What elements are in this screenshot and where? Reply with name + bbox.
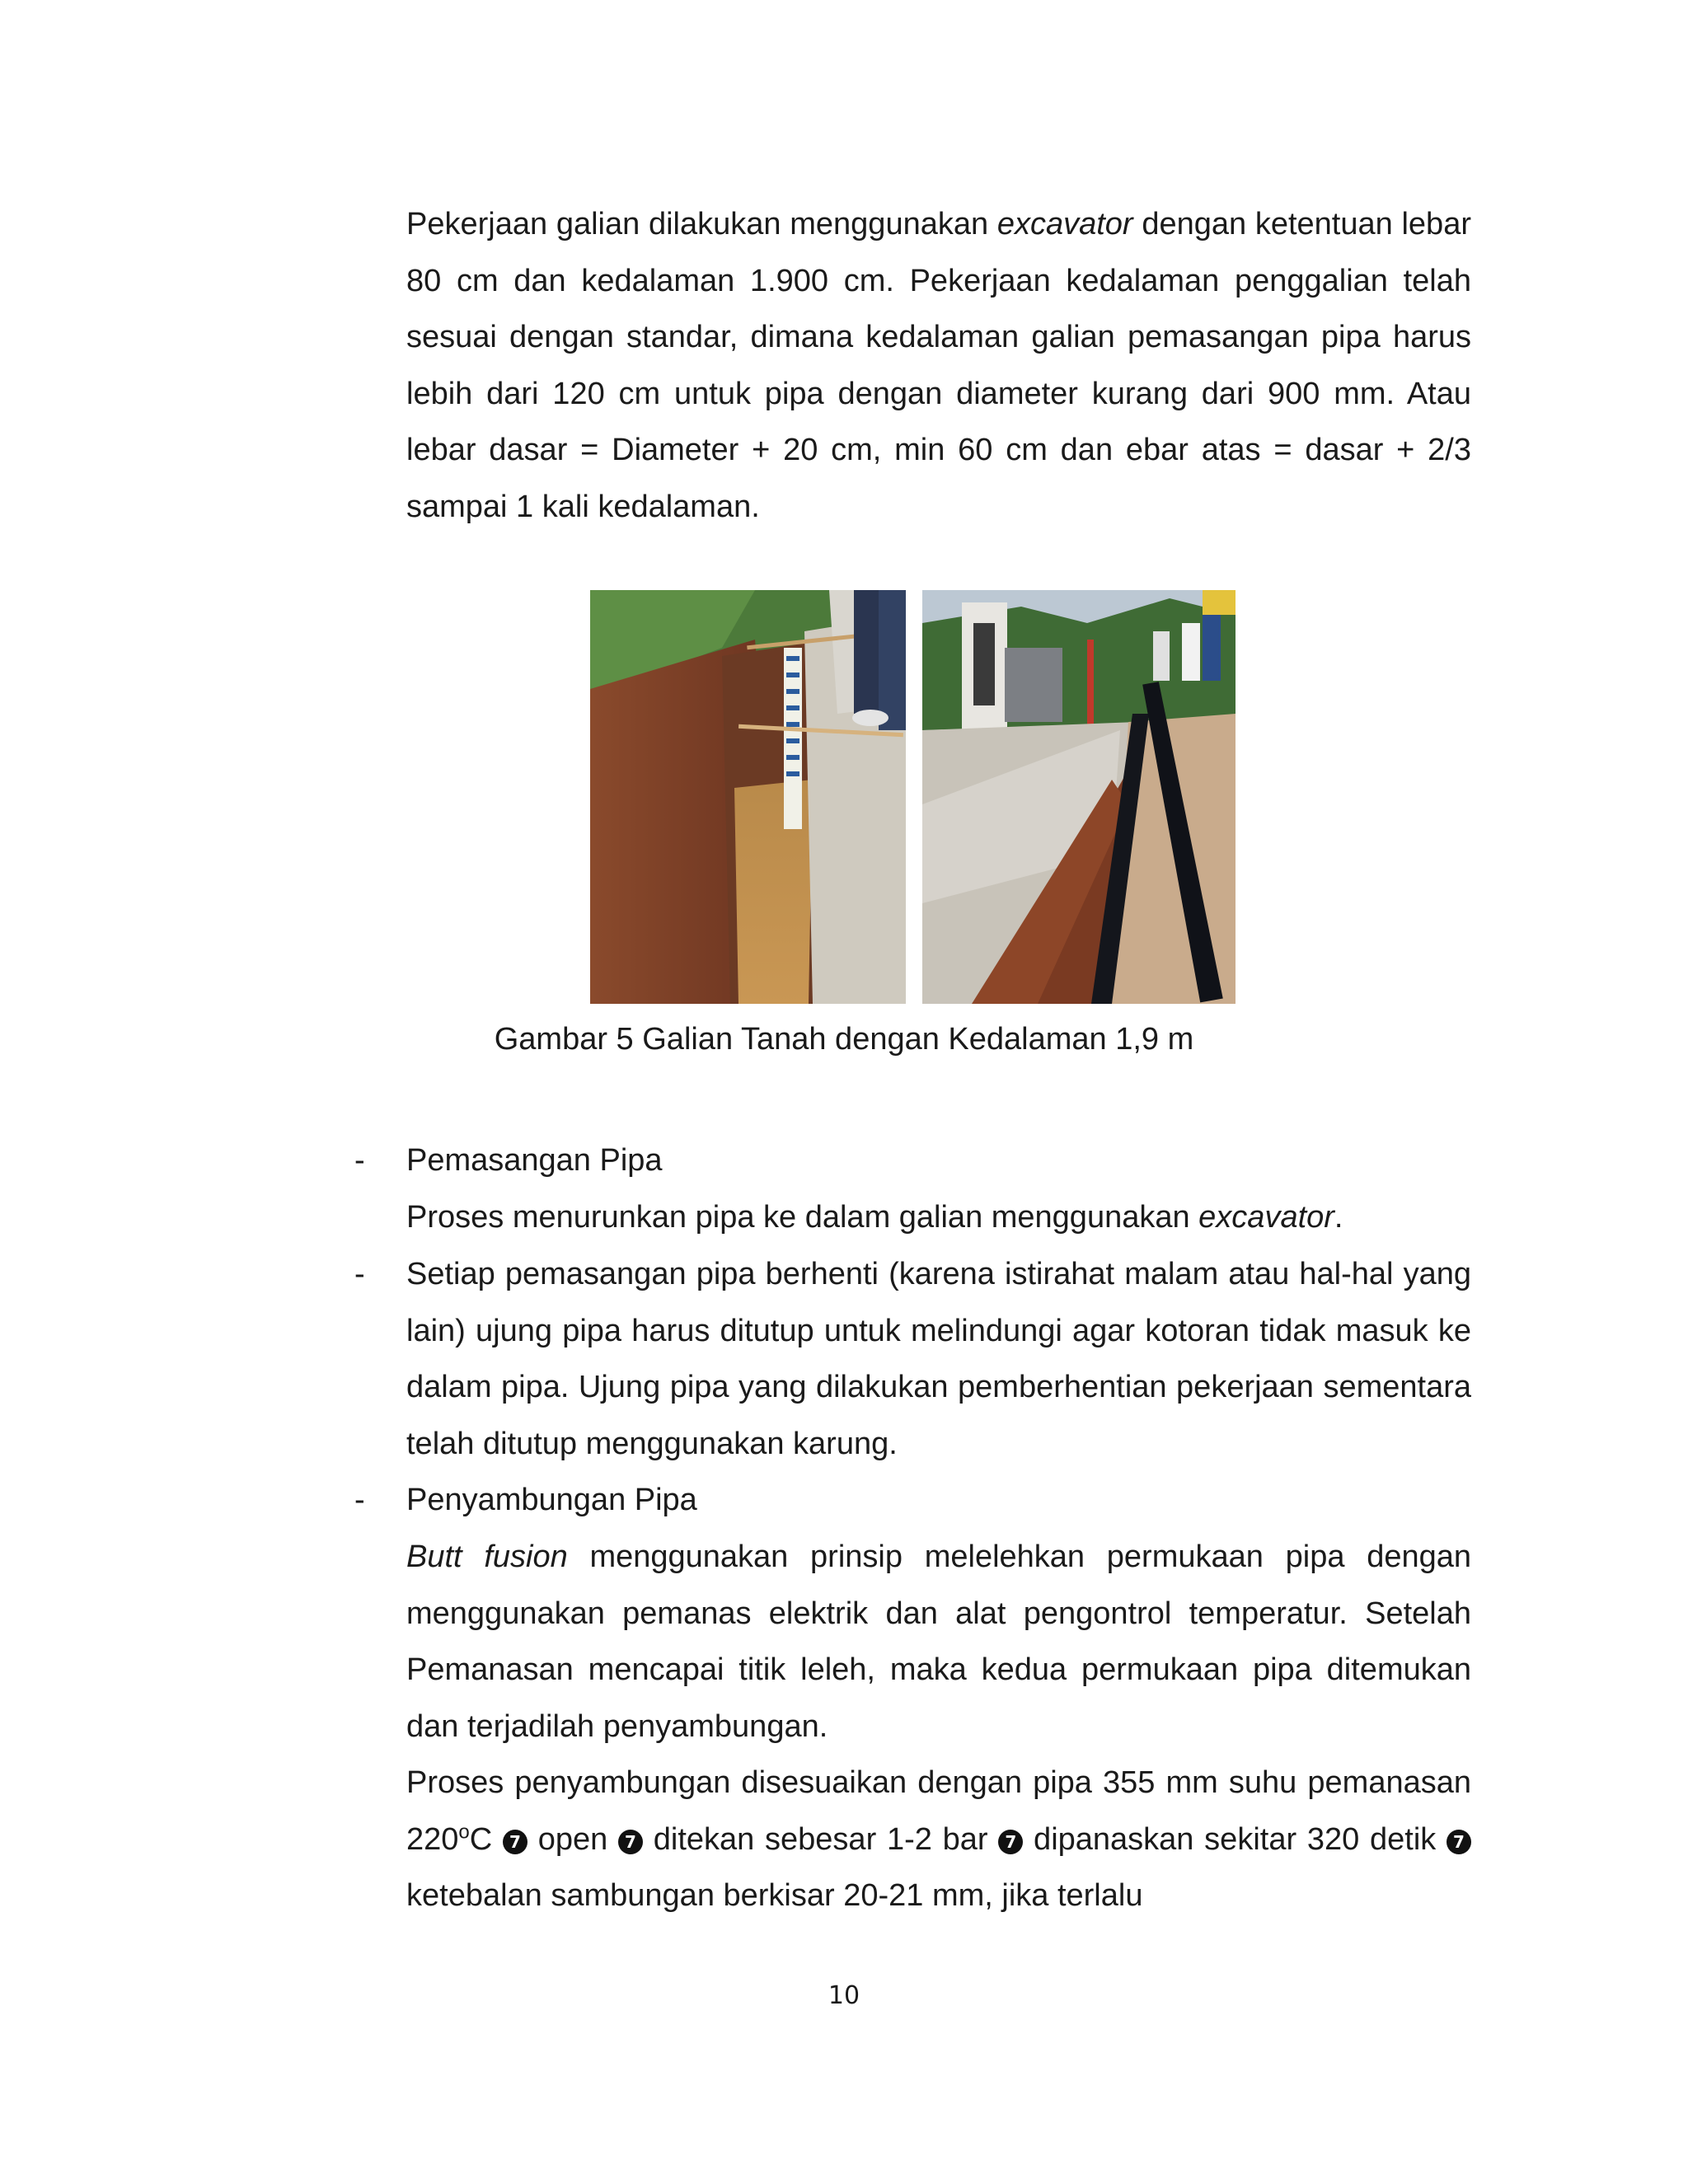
step-marker-icon: 7 [503, 1830, 528, 1854]
process-text: C [469, 1821, 503, 1857]
process-text: ketebalan sambungan berkisar 20-21 mm, jika terlalu [406, 1878, 1143, 1913]
list-bullet: - [354, 1143, 365, 1178]
intro-text: Pekerjaan galian dilakukan menggunakan [406, 207, 997, 241]
list-bullet: - [354, 1257, 365, 1291]
process-text: open [527, 1821, 618, 1857]
intro-paragraph [406, 196, 1471, 535]
process-text: Proses penyambungan disesuaikan dengan pipa 355 mm suhu pemanasan 220 [406, 1765, 1471, 1857]
intro-italic: excavator [996, 207, 1133, 241]
page-number: 10 [828, 1981, 860, 2010]
pipe-laying-photo [922, 590, 1236, 1004]
item3-text: menggunakan prinsip melelehkan permukaan pipa dengan menggunakan pemanas elektrik dan alat pengontrol temperatur. Setelah Pemanasan mencapai titik leleh, maka kedua permukaan pipa ditemukan dan terjadilah penyambungan. [406, 1540, 1471, 1744]
list-item-body: Setiap pemasangan pipa berhenti (karena istirahat malam atau hal-hal yang lain) ujung pipa harus ditutup untuk melindungi agar kotoran tidak masuk ke dalam pipa. Ujung pipa yang dilakukan pemberhentian pekerjaan sementara telah ditutup menggunakan karung. [406, 1257, 1471, 1461]
list-item-title: Pemasangan Pipa [406, 1143, 663, 1178]
trench-depth-photo [590, 590, 906, 1004]
list-item-paragraph [406, 1755, 1471, 1924]
figure-caption: Gambar 5 Galian Tanah dengan Kedalaman 1,9 m [494, 1022, 1194, 1057]
item1-period: . [1334, 1200, 1343, 1235]
process-text: ditekan sebesar 1-2 bar [643, 1821, 999, 1857]
item1-text: Proses menurunkan pipa ke dalam galian menggunakan [406, 1200, 1199, 1235]
degree-sup: o [458, 1820, 470, 1843]
figure-photos [590, 590, 1236, 1004]
list-item-title: Penyambungan Pipa [406, 1483, 697, 1517]
step-marker-icon: 7 [1447, 1830, 1471, 1854]
list-bullet: - [354, 1483, 365, 1517]
process-text: dipanaskan sekitar 320 detik [1023, 1821, 1447, 1857]
list-item-body [406, 1529, 1471, 1755]
item3-italic: Butt fusion [406, 1540, 568, 1574]
list-item-body [406, 1189, 1471, 1246]
item1-italic: excavator [1198, 1200, 1334, 1235]
intro-text-cont: dengan ketentuan lebar 80 cm dan kedalaman 1.900 cm. Pekerjaan kedalaman penggalian telah sesuai dengan standar, dimana kedalaman galian pemasangan pipa harus lebih dari 120 cm untuk pipa dengan diameter kurang dari 900 mm. Atau lebar dasar = Diameter + 20 cm, min 60 cm dan ebar atas = dasar + 2/3 sampai 1 kali kedalaman. [406, 207, 1471, 524]
step-marker-icon: 7 [998, 1830, 1023, 1854]
step-marker-icon: 7 [618, 1830, 643, 1854]
